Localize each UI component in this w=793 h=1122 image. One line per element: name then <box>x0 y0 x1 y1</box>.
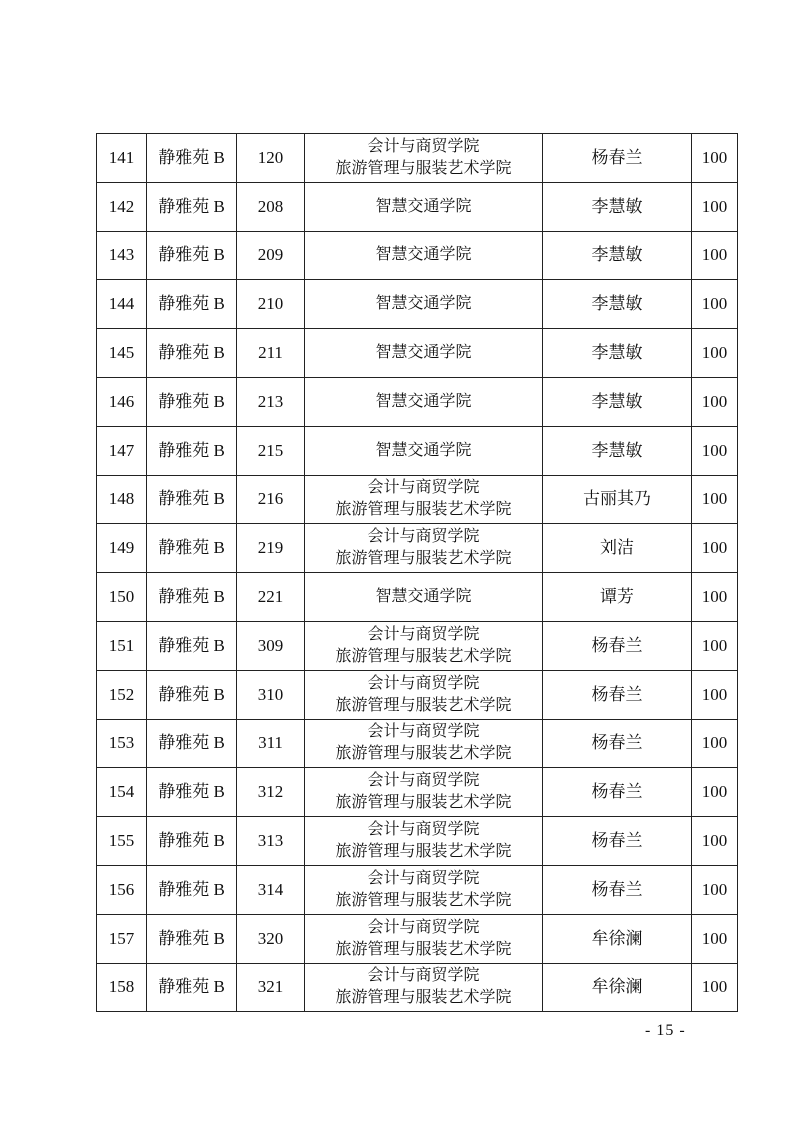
college-cell <box>305 670 543 719</box>
room-number-cell: 321 <box>237 963 305 1012</box>
score-cell: 100 <box>692 524 738 573</box>
person-in-charge-cell: 李慧敏 <box>543 231 692 280</box>
building-cell: 静雅苑 B <box>147 329 237 378</box>
room-number-cell: 310 <box>237 670 305 719</box>
person-in-charge-cell: 杨春兰 <box>543 768 692 817</box>
college-name: 会计与商贸学院 <box>367 723 480 741</box>
college-cell <box>305 963 543 1012</box>
row-number-cell: 146 <box>97 377 147 426</box>
table-row <box>97 573 738 622</box>
table-row <box>97 670 738 719</box>
score-cell: 100 <box>692 182 738 231</box>
score-cell: 100 <box>692 719 738 768</box>
table-row <box>97 914 738 963</box>
table-row <box>97 817 738 866</box>
score-cell: 100 <box>692 621 738 670</box>
table-row <box>97 182 738 231</box>
building-cell: 静雅苑 B <box>147 182 237 231</box>
college-cell <box>305 914 543 963</box>
college-name: 智慧交通学院 <box>375 295 472 313</box>
college-cell <box>305 329 543 378</box>
score-cell: 100 <box>692 963 738 1012</box>
room-number-cell: 314 <box>237 865 305 914</box>
college-cell <box>305 426 543 475</box>
row-number-cell: 145 <box>97 329 147 378</box>
person-in-charge-cell: 杨春兰 <box>543 134 692 183</box>
table-row <box>97 134 738 183</box>
college-name: 智慧交通学院 <box>375 588 472 606</box>
room-number-cell: 311 <box>237 719 305 768</box>
row-number-cell: 143 <box>97 231 147 280</box>
college-name: 会计与商贸学院 <box>367 479 480 497</box>
room-number-cell: 213 <box>237 377 305 426</box>
row-number-cell: 153 <box>97 719 147 768</box>
dormitory-score-table-container <box>96 133 733 1012</box>
college-name: 旅游管理与服装艺术学院 <box>335 843 512 861</box>
row-number-cell: 147 <box>97 426 147 475</box>
college-name: 会计与商贸学院 <box>367 967 480 985</box>
building-cell: 静雅苑 B <box>147 817 237 866</box>
person-in-charge-cell: 牟徐澜 <box>543 914 692 963</box>
building-cell: 静雅苑 B <box>147 865 237 914</box>
person-in-charge-cell: 谭芳 <box>543 573 692 622</box>
table-row <box>97 865 738 914</box>
college-name: 旅游管理与服装艺术学院 <box>335 891 512 909</box>
college-name: 会计与商贸学院 <box>367 869 480 887</box>
college-name: 智慧交通学院 <box>375 246 472 264</box>
college-name: 旅游管理与服装艺术学院 <box>335 989 512 1007</box>
person-in-charge-cell: 李慧敏 <box>543 377 692 426</box>
building-cell: 静雅苑 B <box>147 426 237 475</box>
college-name: 智慧交通学院 <box>375 392 472 410</box>
college-cell <box>305 524 543 573</box>
table-row <box>97 524 738 573</box>
row-number-cell: 157 <box>97 914 147 963</box>
table-row <box>97 426 738 475</box>
score-cell: 100 <box>692 865 738 914</box>
college-name: 智慧交通学院 <box>375 441 472 459</box>
score-cell: 100 <box>692 768 738 817</box>
score-cell: 100 <box>692 475 738 524</box>
college-name: 会计与商贸学院 <box>367 528 480 546</box>
row-number-cell: 149 <box>97 524 147 573</box>
dormitory-score-table <box>96 133 738 1012</box>
college-cell <box>305 182 543 231</box>
room-number-cell: 209 <box>237 231 305 280</box>
score-cell: 100 <box>692 377 738 426</box>
person-in-charge-cell: 杨春兰 <box>543 817 692 866</box>
building-cell: 静雅苑 B <box>147 573 237 622</box>
row-number-cell: 151 <box>97 621 147 670</box>
college-name: 旅游管理与服装艺术学院 <box>335 501 512 519</box>
college-name: 旅游管理与服装艺术学院 <box>335 794 512 812</box>
college-cell <box>305 134 543 183</box>
score-cell: 100 <box>692 914 738 963</box>
room-number-cell: 210 <box>237 280 305 329</box>
building-cell: 静雅苑 B <box>147 719 237 768</box>
table-row <box>97 280 738 329</box>
score-cell: 100 <box>692 231 738 280</box>
building-cell: 静雅苑 B <box>147 914 237 963</box>
person-in-charge-cell: 李慧敏 <box>543 329 692 378</box>
person-in-charge-cell: 杨春兰 <box>543 719 692 768</box>
table-row <box>97 231 738 280</box>
room-number-cell: 120 <box>237 134 305 183</box>
college-name: 旅游管理与服装艺术学院 <box>335 940 512 958</box>
score-cell: 100 <box>692 329 738 378</box>
person-in-charge-cell: 李慧敏 <box>543 280 692 329</box>
building-cell: 静雅苑 B <box>147 621 237 670</box>
room-number-cell: 211 <box>237 329 305 378</box>
row-number-cell: 141 <box>97 134 147 183</box>
room-number-cell: 309 <box>237 621 305 670</box>
room-number-cell: 320 <box>237 914 305 963</box>
table-row <box>97 329 738 378</box>
college-name: 旅游管理与服装艺术学院 <box>335 745 512 763</box>
college-name: 会计与商贸学院 <box>367 625 480 643</box>
row-number-cell: 148 <box>97 475 147 524</box>
building-cell: 静雅苑 B <box>147 475 237 524</box>
college-cell <box>305 573 543 622</box>
college-name: 会计与商贸学院 <box>367 137 480 155</box>
room-number-cell: 215 <box>237 426 305 475</box>
room-number-cell: 313 <box>237 817 305 866</box>
college-name: 智慧交通学院 <box>375 344 472 362</box>
score-cell: 100 <box>692 280 738 329</box>
person-in-charge-cell: 杨春兰 <box>543 865 692 914</box>
row-number-cell: 156 <box>97 865 147 914</box>
building-cell: 静雅苑 B <box>147 524 237 573</box>
college-cell <box>305 280 543 329</box>
score-cell: 100 <box>692 134 738 183</box>
page-number: - 15 - <box>645 1022 686 1039</box>
college-name: 旅游管理与服装艺术学院 <box>335 647 512 665</box>
building-cell: 静雅苑 B <box>147 280 237 329</box>
room-number-cell: 208 <box>237 182 305 231</box>
college-name: 会计与商贸学院 <box>367 674 480 692</box>
college-cell <box>305 231 543 280</box>
college-cell <box>305 768 543 817</box>
row-number-cell: 154 <box>97 768 147 817</box>
college-cell <box>305 817 543 866</box>
room-number-cell: 219 <box>237 524 305 573</box>
building-cell: 静雅苑 B <box>147 231 237 280</box>
building-cell: 静雅苑 B <box>147 963 237 1012</box>
score-cell: 100 <box>692 817 738 866</box>
table-row <box>97 475 738 524</box>
table-row <box>97 377 738 426</box>
person-in-charge-cell: 古丽其乃 <box>543 475 692 524</box>
room-number-cell: 216 <box>237 475 305 524</box>
person-in-charge-cell: 杨春兰 <box>543 670 692 719</box>
room-number-cell: 221 <box>237 573 305 622</box>
college-name: 旅游管理与服装艺术学院 <box>335 550 512 568</box>
row-number-cell: 142 <box>97 182 147 231</box>
college-cell <box>305 621 543 670</box>
building-cell: 静雅苑 B <box>147 768 237 817</box>
score-cell: 100 <box>692 573 738 622</box>
row-number-cell: 150 <box>97 573 147 622</box>
table-body <box>97 134 738 1012</box>
room-number-cell: 312 <box>237 768 305 817</box>
college-cell <box>305 719 543 768</box>
row-number-cell: 155 <box>97 817 147 866</box>
college-name: 旅游管理与服装艺术学院 <box>335 159 512 177</box>
person-in-charge-cell: 李慧敏 <box>543 426 692 475</box>
building-cell: 静雅苑 B <box>147 134 237 183</box>
college-name: 会计与商贸学院 <box>367 918 480 936</box>
table-row <box>97 963 738 1012</box>
college-name: 会计与商贸学院 <box>367 772 480 790</box>
college-cell <box>305 865 543 914</box>
college-name: 智慧交通学院 <box>375 197 472 215</box>
college-name: 会计与商贸学院 <box>367 821 480 839</box>
table-row <box>97 719 738 768</box>
college-cell <box>305 475 543 524</box>
person-in-charge-cell: 李慧敏 <box>543 182 692 231</box>
college-cell <box>305 377 543 426</box>
row-number-cell: 158 <box>97 963 147 1012</box>
row-number-cell: 152 <box>97 670 147 719</box>
person-in-charge-cell: 刘洁 <box>543 524 692 573</box>
score-cell: 100 <box>692 670 738 719</box>
college-name: 旅游管理与服装艺术学院 <box>335 696 512 714</box>
person-in-charge-cell: 杨春兰 <box>543 621 692 670</box>
person-in-charge-cell: 牟徐澜 <box>543 963 692 1012</box>
score-cell: 100 <box>692 426 738 475</box>
table-row <box>97 621 738 670</box>
building-cell: 静雅苑 B <box>147 670 237 719</box>
building-cell: 静雅苑 B <box>147 377 237 426</box>
row-number-cell: 144 <box>97 280 147 329</box>
table-row <box>97 768 738 817</box>
